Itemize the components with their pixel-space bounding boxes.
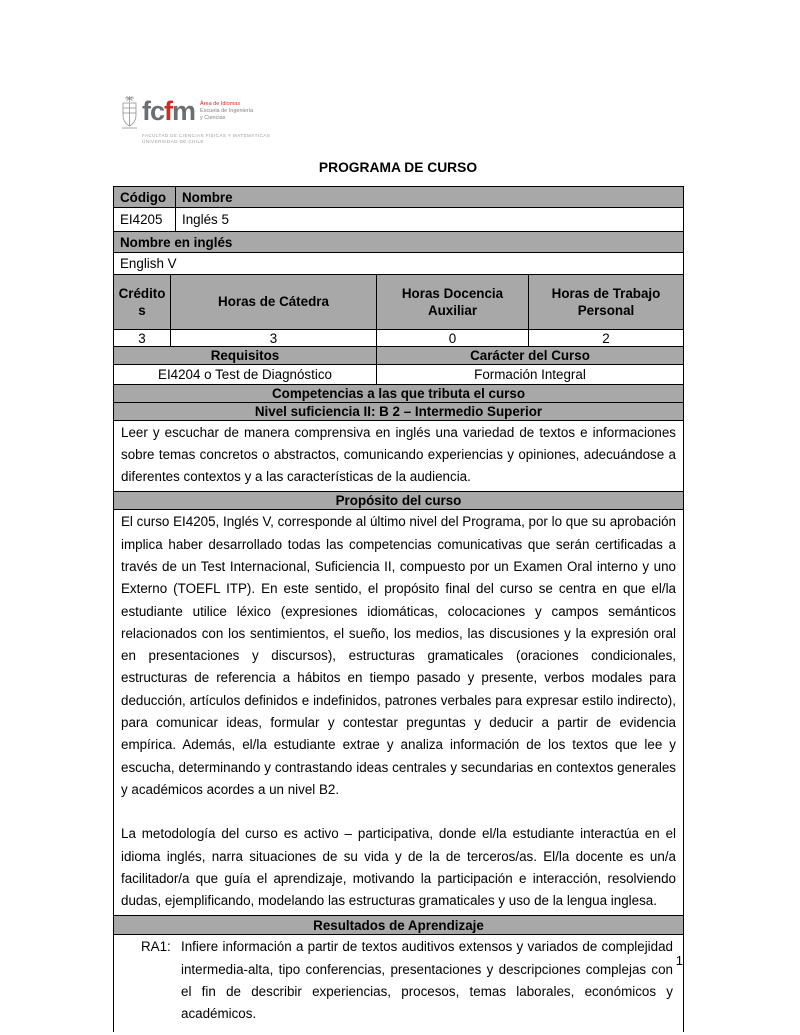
table-row <box>114 232 684 253</box>
proposito-paragraph-1: El curso EI4205, Inglés V, corresponde al último nivel del Programa, por lo que su aprobación implica haber desarrollado todas las competencias comunicativas que serán certificadas a través de un Test Internacional, Suficiencia II, compuesto por un Examen Oral interno y uno Externo (TOEFL ITP). En este sentido, el propósito final del curso se centra en que el/la estudiante utilice léxico (expresiones idiomáticas, colocaciones y campos semánticos relacionados con los sentimientos, el sueño, los medios, las discusiones y la expresión oral en presentaciones y discursos), estructuras gramaticales (oraciones condicionales, estructuras de referencia a hábitos en tiempo pasado y presente, verbos modales para deducción, artículos definidos e indefinidos, patrones verbales para expresar estilo indirecto), para comunicar ideas, formular y contestar preguntas y deducir a partir de evidencia empírica. Además, el/la estudiante extrae y analiza información de los textos que lee y escucha, determinando y contrastando ideas centrales y secundarias en contextos generales y académicos acordes a un nivel B2. <box>121 514 676 797</box>
nombre-header-cell: Nombre <box>176 187 684 208</box>
nombre-ingles-header-cell: Nombre en inglés <box>114 232 684 253</box>
table-row <box>114 347 684 365</box>
nivel-header-cell: Nivel suficiencia II: B 2 – Intermedio Superior <box>114 402 684 420</box>
proposito-header-cell: Propósito del curso <box>114 492 684 510</box>
resultado-ra1-cell <box>114 935 684 1032</box>
table-row <box>114 187 684 208</box>
fcfm-logo <box>120 94 270 144</box>
caracter-header-cell: Carácter del Curso <box>377 347 684 365</box>
code-name-table <box>113 186 684 275</box>
table-row <box>114 208 684 232</box>
page-number: 1 <box>675 953 683 968</box>
table-row <box>114 329 684 347</box>
requisites-table <box>113 346 684 385</box>
creditos-value-cell: 3 <box>114 329 171 347</box>
requisitos-header-cell: Requisitos <box>114 347 377 365</box>
requisitos-value-cell: EI4204 o Test de Diagnóstico <box>114 365 377 385</box>
universidad-crest-icon <box>120 95 139 131</box>
table-row <box>114 420 684 492</box>
description-table <box>113 384 684 1032</box>
competencias-text-cell: Leer y escuchar de manera comprensiva en inglés una variedad de textos e informaciones sobre temas concretos o abstractos, comunicando experiencias y opiniones, adecuándose a diferentes contextos y a las características de la audiencia. <box>114 420 684 492</box>
horas-trabajo-value-cell: 2 <box>529 329 684 347</box>
horas-docencia-value-cell: 0 <box>377 329 529 347</box>
table-row <box>114 365 684 385</box>
credits-hours-table <box>113 274 684 348</box>
course-program-table <box>113 186 683 1032</box>
table-row <box>114 510 684 916</box>
codigo-header-cell: Código <box>114 187 176 208</box>
fcfm-wordmark: fcfm <box>142 96 196 126</box>
page-title: PROGRAMA DE CURSO <box>318 160 478 175</box>
horas-catedra-header-cell: Horas de Cátedra <box>171 274 377 329</box>
resultados-header-cell: Resultados de Aprendizaje <box>114 916 684 935</box>
competencias-header-cell: Competencias a las que tributa el curso <box>114 384 684 402</box>
proposito-paragraph-2: La metodología del curso es activo – participativa, donde el/la estudiante interactúa en el idioma inglés, narra situaciones de su vida y de la de terceros/as. El/la docente es un/a facilitador/a que guía el aprendizaje, motivando la participación e interacción, resolviendo dudas, ejemplificando, modelando las estructuras gramaticales y uso de la lengua inglesa. <box>121 826 676 909</box>
caracter-value-cell: Formación Integral <box>377 365 684 385</box>
table-row <box>114 384 684 402</box>
table-row <box>114 274 684 329</box>
ra1-text: Infiere información a partir de textos auditivos extensos y variados de complejidad intermedia-alta, tipo conferencias, presentaciones y descripciones complejas con el fin de describir experiencias, procesos, temas laborales, económicos y académicos. <box>181 939 673 1022</box>
logo-subtext: FACULTAD DE CIENCIAS FÍSICAS Y MATEMÁTICAS UNIVERSIDAD DE CHILE <box>142 133 271 144</box>
nombre-ingles-value-cell: English V <box>114 253 684 275</box>
creditos-header-cell: Créditos <box>114 274 171 329</box>
logo-tagline: Área de Idiomas Escuela de Ingeniería y Ciencias <box>200 101 254 121</box>
horas-catedra-value-cell: 3 <box>171 329 377 347</box>
codigo-value-cell: EI4205 <box>114 208 176 232</box>
table-row <box>114 916 684 935</box>
horas-docencia-header-cell: Horas Docencia Auxiliar <box>377 274 529 329</box>
proposito-text-cell <box>114 510 684 916</box>
horas-trabajo-header-cell: Horas de Trabajo Personal <box>529 274 684 329</box>
table-row <box>114 935 684 1032</box>
table-row <box>114 402 684 420</box>
table-row <box>114 253 684 275</box>
ra1-id-label: RA1: <box>141 939 171 955</box>
table-row <box>114 492 684 510</box>
nombre-value-cell: Inglés 5 <box>176 208 684 232</box>
